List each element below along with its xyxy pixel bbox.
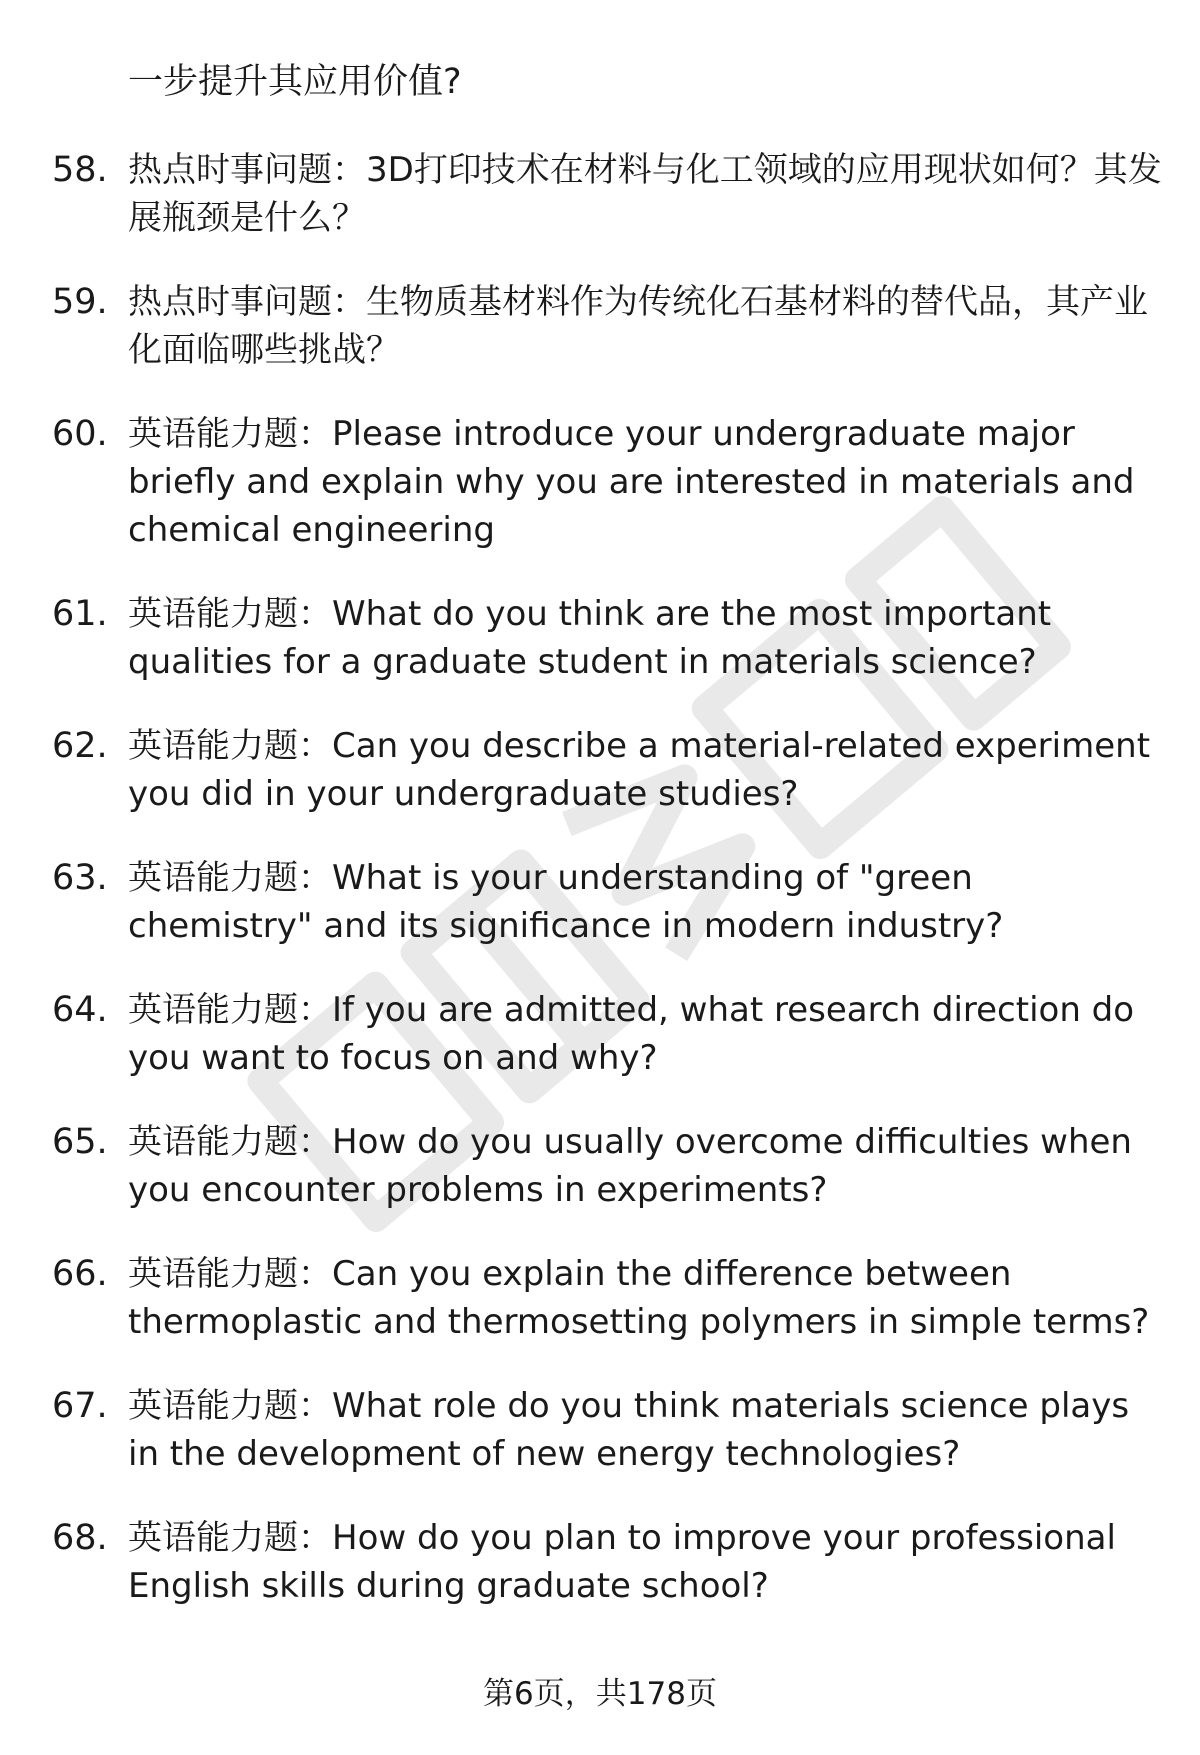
question-category: 英语能力题： <box>128 1518 332 1558</box>
question-number: 60. <box>52 414 108 454</box>
question-item <box>52 1250 1162 1346</box>
question-text-block <box>128 410 1162 554</box>
question-number: 58. <box>52 150 108 190</box>
question-item <box>52 1118 1162 1214</box>
question-item <box>52 1514 1162 1610</box>
question-number: 67. <box>52 1386 108 1426</box>
question-category: 热点时事问题： <box>128 282 366 322</box>
question-text-block <box>128 278 1162 374</box>
question-text: How do you plan to improve your professional English skills during graduate school? <box>128 1518 1116 1606</box>
question-number: 62. <box>52 726 108 766</box>
question-number: 63. <box>52 858 108 898</box>
question-category: 英语能力题： <box>128 1386 332 1426</box>
question-text: 生物质基材料作为传统化石基材料的替代品，其产业化面临哪些挑战？ <box>128 282 1148 370</box>
question-text-block <box>128 590 1162 686</box>
question-item <box>52 854 1162 950</box>
question-text: 3D打印技术在材料与化工领域的应用现状如何？其发展瓶颈是什么？ <box>128 150 1162 238</box>
question-number: 64. <box>52 990 108 1030</box>
question-text: What do you think are the most important qualities for a graduate student in materials science? <box>128 594 1052 682</box>
question-text: Please introduce your undergraduate major briefly and explain why you are interested in materials and chemical engineering <box>128 414 1135 550</box>
question-text: If you are admitted, what research direction do you want to focus on and why? <box>128 990 1135 1078</box>
question-item <box>52 722 1162 818</box>
question-category: 英语能力题： <box>128 1254 332 1294</box>
question-category: 英语能力题： <box>128 858 332 898</box>
question-text-block <box>128 722 1162 818</box>
question-text-block <box>128 1382 1162 1478</box>
question-number: 61. <box>52 594 108 634</box>
question-category: 英语能力题： <box>128 1122 332 1162</box>
question-text-block <box>128 1118 1162 1214</box>
question-list <box>52 146 1162 1646</box>
question-number: 59. <box>52 282 108 322</box>
question-text-block <box>128 146 1162 242</box>
question-text-block <box>128 986 1162 1082</box>
question-category: 英语能力题： <box>128 990 332 1030</box>
question-item <box>52 146 1162 242</box>
question-number: 66. <box>52 1254 108 1294</box>
question-category: 热点时事问题： <box>128 150 366 190</box>
question-item <box>52 410 1162 554</box>
question-text: Can you explain the difference between thermoplastic and thermosetting polymers in simple terms? <box>128 1254 1150 1342</box>
question-category: 英语能力题： <box>128 414 332 454</box>
question-item <box>52 1382 1162 1478</box>
question-text: What role do you think materials science plays in the development of new energy technologies? <box>128 1386 1130 1474</box>
question-item <box>52 986 1162 1082</box>
question-text-block <box>128 854 1162 950</box>
question-category: 英语能力题： <box>128 726 332 766</box>
question-text-block <box>128 1514 1162 1610</box>
question-item <box>52 590 1162 686</box>
page-footer: 第6页，共178页 <box>483 1676 717 1712</box>
question-item <box>52 278 1162 374</box>
question-text: Can you describe a material-related experiment you did in your undergraduate studies? <box>128 726 1151 814</box>
continuation-text: 一步提升其应用价值? <box>128 62 462 102</box>
question-category: 英语能力题： <box>128 594 332 634</box>
question-number: 68. <box>52 1518 108 1558</box>
question-text-block <box>128 1250 1162 1346</box>
question-number: 65. <box>52 1122 108 1162</box>
question-text: What is your understanding of "green chemistry" and its significance in modern industry? <box>128 858 1004 946</box>
question-text: How do you usually overcome difficulties when you encounter problems in experiments? <box>128 1122 1132 1210</box>
